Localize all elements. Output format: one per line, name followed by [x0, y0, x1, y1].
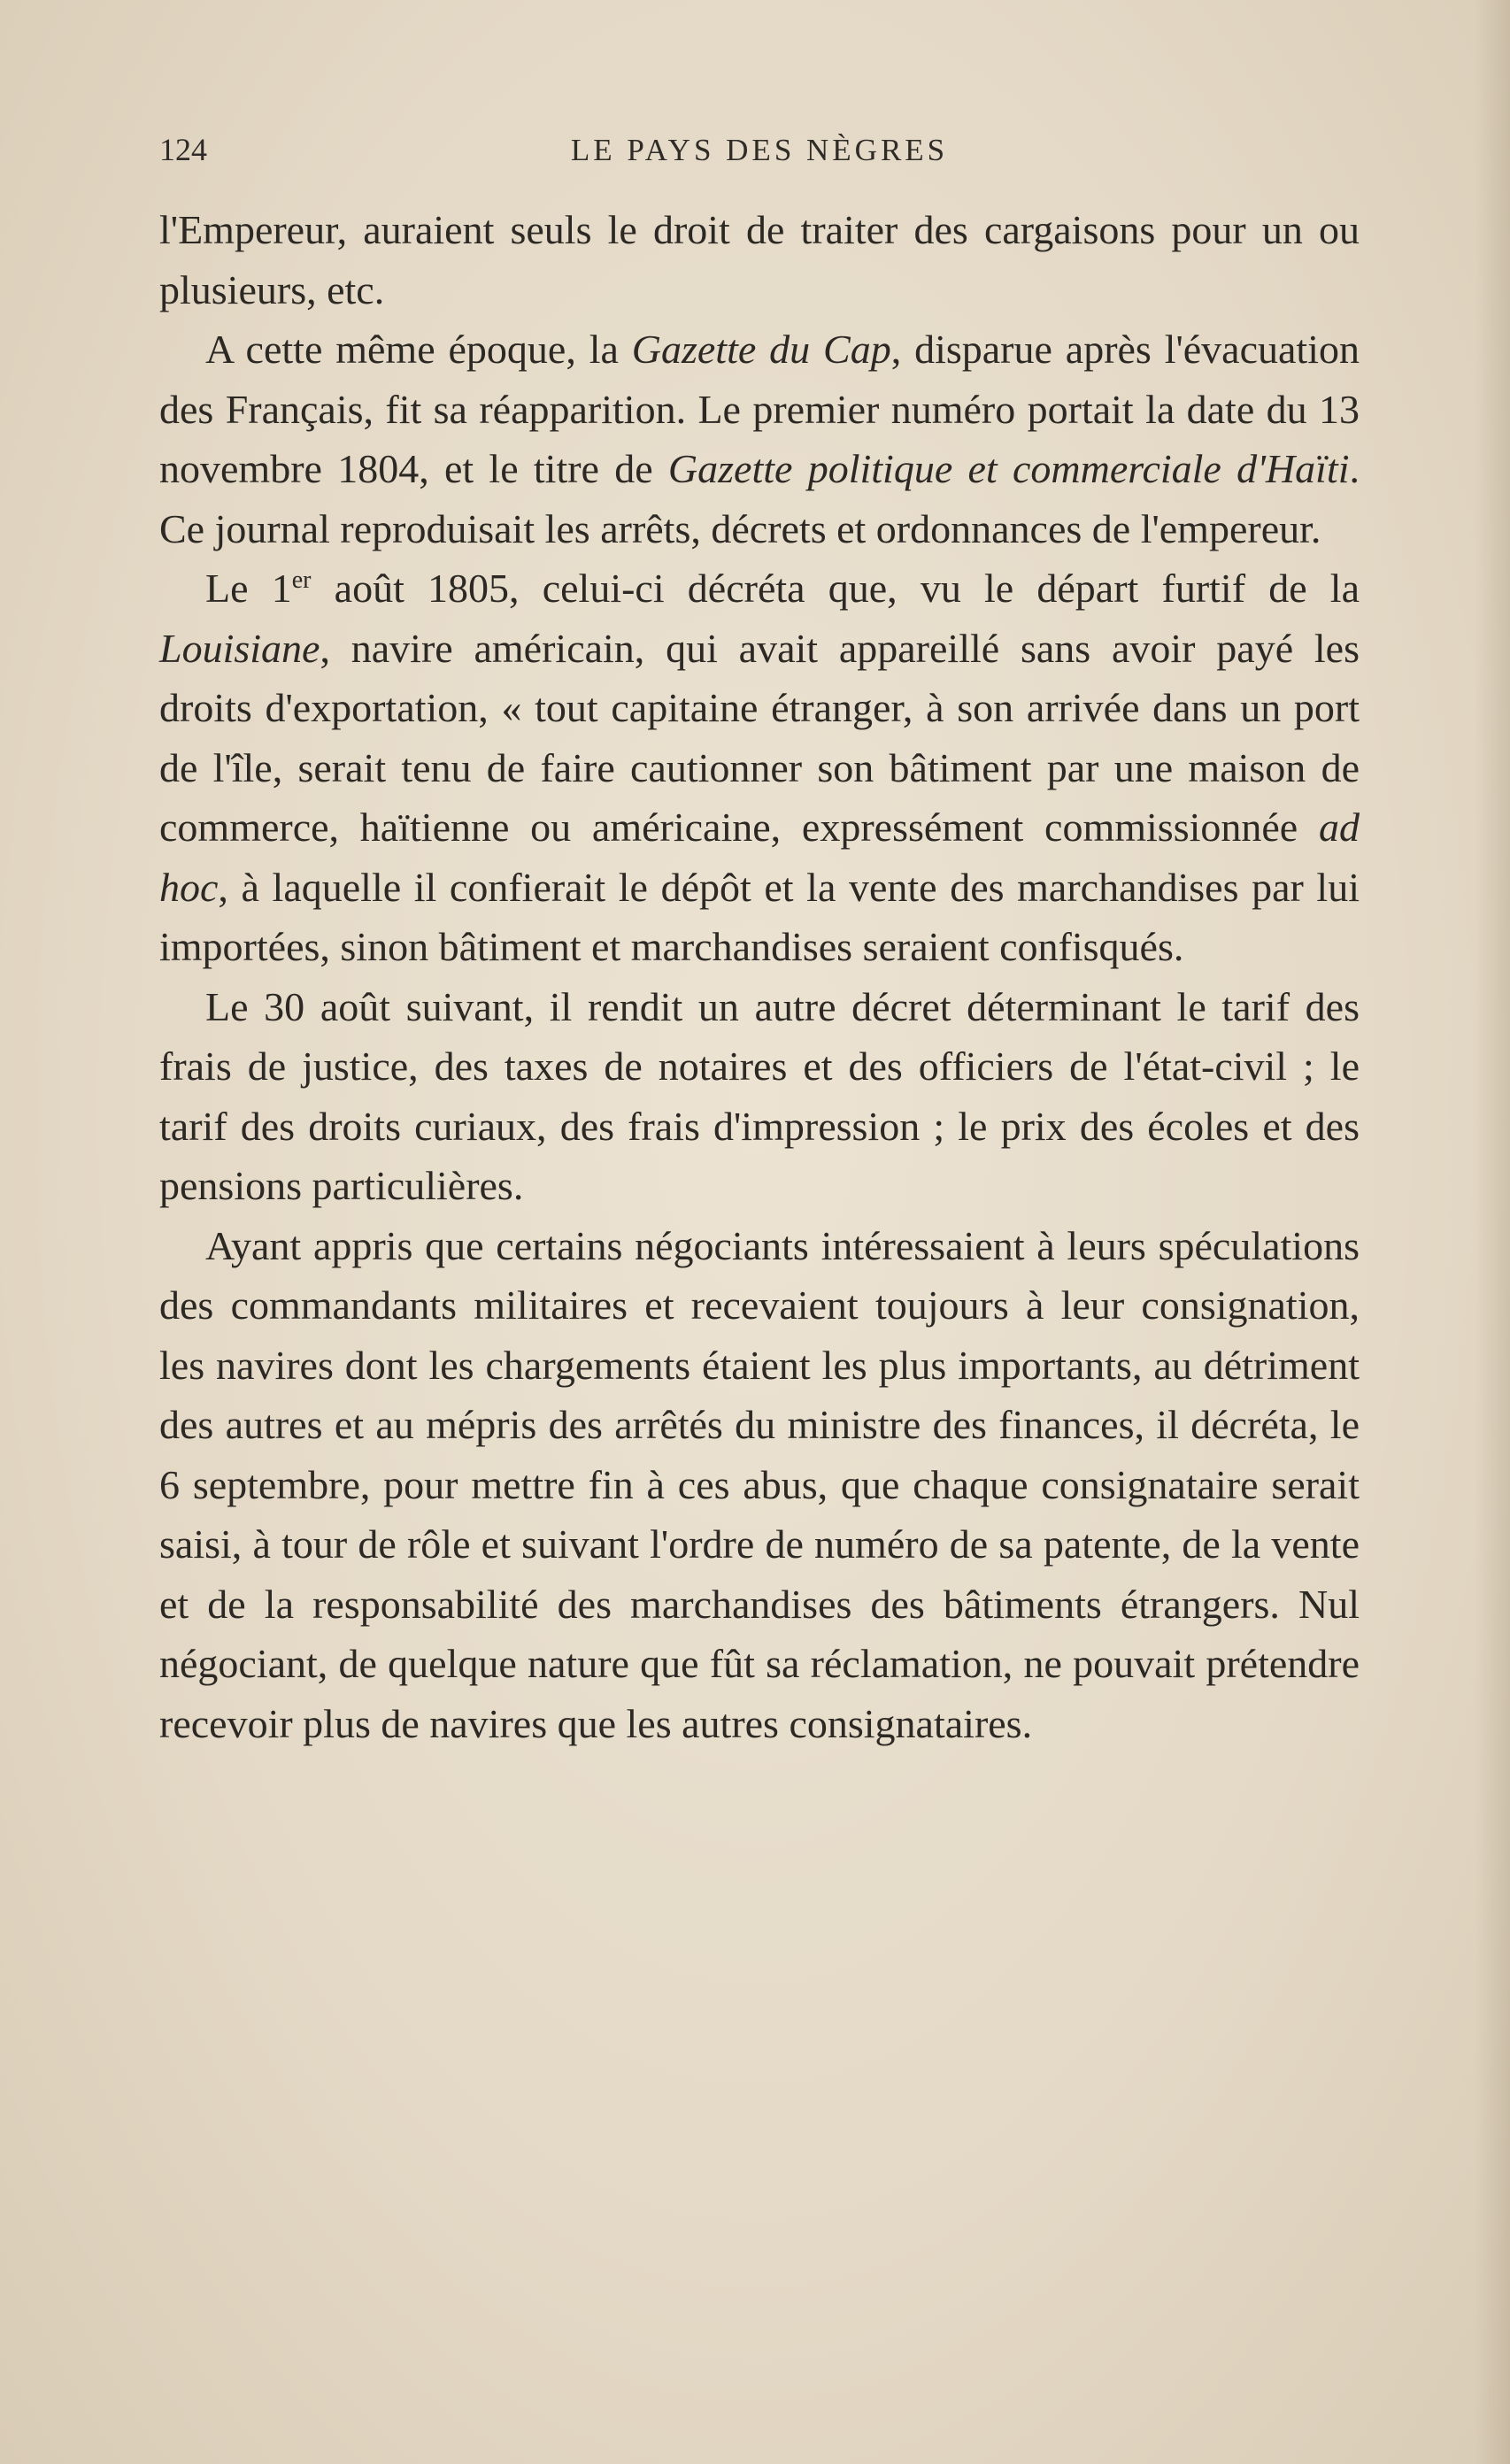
paragraph-5-text: Ayant appris que certains négociants intéressaient à leurs spéculations des commandants militaires et recevaient toujours à leur consignation, les navires dont les chargements étaient les plus importants, au détriment des autres et au mépris des arrêtés du ministre des finances, il décréta, le 6 septembre, pour mettre fin à ces abus, que chaque consignataire serait saisi, à tour de rôle et suivant l'ordre de numéro de sa patente, de la vente et de la responsabilité des marchandises des bâtiments étrangers. Nul négociant, de quelque nature que fût sa réclamation, ne pouvait prétendre recevoir plus de navires que les autres consignataires.: [159, 1222, 1360, 1746]
latin-phrase-ad-hoc: ad hoc: [159, 805, 1360, 910]
paragraph-2: [159, 320, 1360, 558]
paragraph-1: [159, 200, 1360, 320]
paragraph-3-text-a: Le 1: [205, 566, 292, 611]
ordinal-superscript: er: [291, 566, 312, 594]
paragraph-3-text-d: , à laquelle il confierait le dépôt et la vente des marchandises par lui importées, sinon bâtiment et marchandises seraient confisqués.: [159, 864, 1360, 969]
paragraph-1-text: l'Empereur, auraient seuls le droit de traiter des cargaisons pour un ou plusieurs, etc.: [159, 207, 1360, 312]
paragraph-4: [159, 977, 1360, 1216]
paragraph-3-text-c: , navire américain, qui avait appareillé sans avoir payé les droits d'exportation, « tout capitaine étranger, à son arrivée dans un port de l'île, serait tenu de faire cautionner son bâtiment par une maison de commerce, haïtienne ou américaine, expressément commissionnée: [159, 625, 1360, 850]
paragraph-2-text-c: . Ce journal reproduisait les arrêts, décrets et ordonnances de l'empereur.: [159, 446, 1360, 551]
newspaper-title-gazette-haiti: Gazette politique et commerciale d'Haïti: [667, 446, 1350, 491]
page-header: [159, 131, 1360, 175]
paragraph-4-text: Le 30 août suivant, il rendit un autre décret déterminant le tarif des frais de justice, des taxes de notaires et des officiers de l'état-civil ; le tarif des droits curiaux, des frais d'impression ; le prix des écoles et des pensions particulières.: [159, 983, 1360, 1208]
ship-name-louisiane: Louisiane: [159, 625, 320, 671]
newspaper-title-gazette-du-cap: Gazette du Cap: [631, 327, 891, 372]
page-edge-shadow: [1475, 0, 1510, 2464]
paragraph-2-text-b: , disparue après l'évacuation des Français, fit sa réapparition. Le premier numéro portait la date du 13 novembre 1804, et le titre de: [159, 327, 1360, 491]
paragraph-3: [159, 558, 1360, 977]
paragraph-3-text-b: août 1805, celui-ci décréta que, vu le départ furtif de la: [311, 566, 1360, 611]
paragraph-2-text-a: A cette même époque, la: [205, 327, 632, 372]
body-text: [159, 200, 1360, 1753]
page-number: 124: [159, 132, 207, 167]
running-title: LE PAYS DES NÈGRES: [570, 133, 949, 167]
paragraph-5: [159, 1216, 1360, 1754]
